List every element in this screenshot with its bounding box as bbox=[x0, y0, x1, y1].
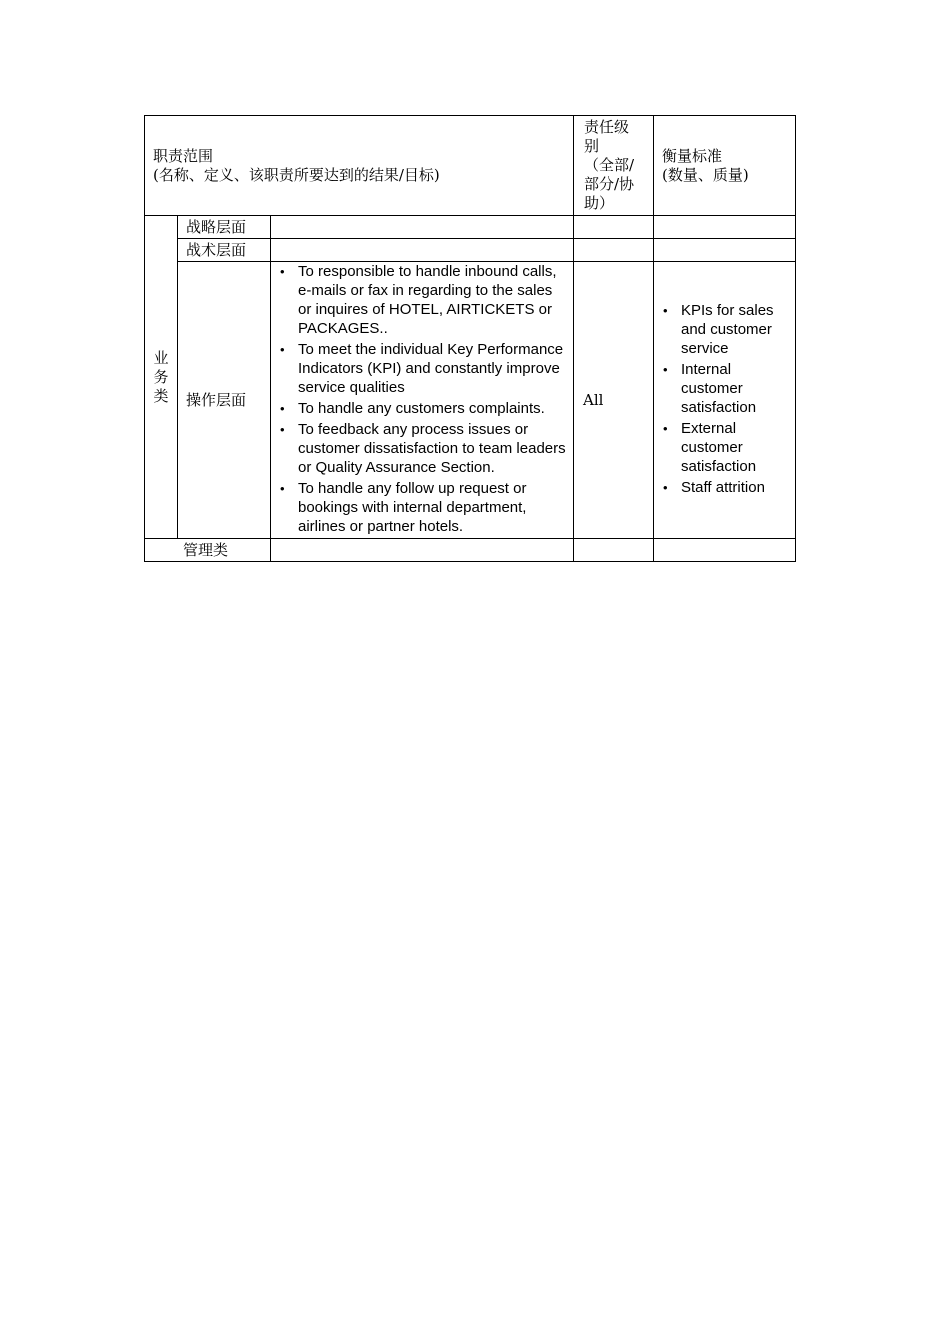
strategic-label: 战略层面 bbox=[178, 216, 271, 239]
operational-level-cell: All bbox=[574, 262, 654, 539]
measures-list bbox=[661, 301, 788, 497]
duties-list bbox=[278, 262, 566, 536]
header-row bbox=[145, 116, 796, 216]
responsibility-table bbox=[144, 115, 796, 562]
level-header-line: 责任级 bbox=[584, 118, 630, 136]
list-item: • External customer satisfaction bbox=[661, 419, 788, 476]
level-header-line: 部分/协 bbox=[584, 175, 635, 193]
category-char: 业 bbox=[153, 348, 169, 367]
category-char: 务 bbox=[153, 367, 169, 386]
strategic-duties-cell bbox=[271, 216, 574, 239]
strategic-level-cell bbox=[574, 216, 654, 239]
tactical-label: 战术层面 bbox=[178, 239, 271, 262]
list-item: • KPIs for sales and customer service bbox=[661, 301, 788, 358]
business-category-cell bbox=[145, 216, 178, 539]
scope-header-cell bbox=[145, 116, 574, 216]
strategic-row bbox=[145, 216, 796, 239]
level-header-line: （全部/ bbox=[584, 156, 635, 174]
operational-row bbox=[145, 262, 796, 539]
tactical-duties-cell bbox=[271, 239, 574, 262]
list-item: • To responsible to handle inbound calls, e-mails or fax in regarding to the sales or inquires of HOTEL, AIRTICKETS or PACKAGES.. bbox=[278, 262, 566, 338]
operational-duties-cell bbox=[271, 262, 574, 539]
level-header-line: 别 bbox=[584, 137, 600, 155]
strategic-measure-cell bbox=[654, 216, 796, 239]
scope-subtitle: (名称、定义、该职责所要达到的结果/目标) bbox=[153, 165, 440, 184]
tactical-row bbox=[145, 239, 796, 262]
tactical-level-cell bbox=[574, 239, 654, 262]
list-item: • To handle any follow up request or bookings with internal department, airlines or partner hotels. bbox=[278, 479, 566, 536]
management-measure-cell bbox=[654, 539, 796, 562]
management-row bbox=[145, 539, 796, 562]
operational-label: 操作层面 bbox=[178, 262, 271, 539]
measure-header-cell bbox=[654, 116, 796, 216]
management-label: 管理类 bbox=[145, 539, 271, 562]
measure-subtitle: (数量、质量) bbox=[662, 165, 749, 184]
scope-title: 职责范围 bbox=[153, 146, 214, 165]
list-item: • To meet the individual Key Performance Indicators (KPI) and constantly improve service qualities bbox=[278, 340, 566, 397]
category-char: 类 bbox=[153, 386, 169, 405]
list-item: • To handle any customers complaints. bbox=[278, 399, 566, 418]
list-item: • Staff attrition bbox=[661, 478, 788, 497]
operational-measure-cell bbox=[654, 262, 796, 539]
level-header-cell bbox=[574, 116, 654, 216]
management-level-cell bbox=[574, 539, 654, 562]
list-item: • Internal customer satisfaction bbox=[661, 360, 788, 417]
level-header-line: 助） bbox=[584, 194, 615, 212]
management-duties-cell bbox=[271, 539, 574, 562]
tactical-measure-cell bbox=[654, 239, 796, 262]
measure-title: 衡量标准 bbox=[662, 146, 723, 165]
list-item: • To feedback any process issues or customer dissatisfaction to team leaders or Quality Assurance Section. bbox=[278, 420, 566, 477]
